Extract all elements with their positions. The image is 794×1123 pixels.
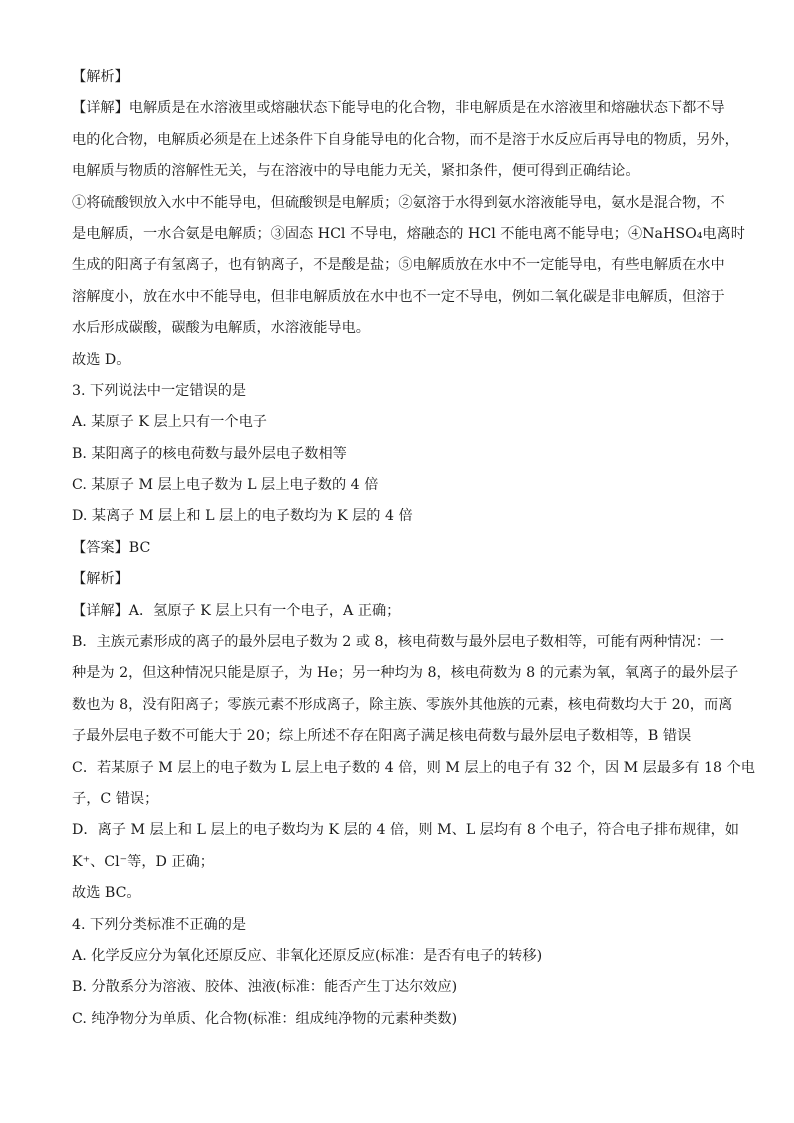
detail-line: 子最外层电子数不可能大于 20；综上所述不存在阳离子满足核电荷数与最外层电子数相等，B 错误 (72, 728, 692, 745)
detail-line: 数也为 8，没有阳离子；零族元素不形成离子，除主族、零族外其他族的元素，核电荷数均大于 20，而离 (72, 696, 733, 713)
detail-line: 电的化合物，电解质必须是在上述条件下自身能导电的化合物，而不是溶于水反应后再导电的物质，另外， (72, 131, 739, 148)
question-4-option-a: A. 化学反应分为氧化还原反应、非氧化还原反应(标准：是否有电子的转移) (72, 947, 543, 964)
question-3-option-b: B. 某阳离子的核电荷数与最外层电子数相等 (72, 445, 347, 462)
detail-line: D．离子 M 层上和 L 层上的电子数均为 K 层的 4 倍，则 M、L 层均有 8 个电子，符合电子排布规律，如 (72, 822, 739, 839)
analysis-tag: 【解析】 (72, 571, 129, 588)
answer-tag: 【答案】BC (72, 539, 151, 556)
detail-line: 【详解】电解质是在水溶液里或熔融状态下能导电的化合物，非电解质是在水溶液里和熔融状态下都不导 (72, 100, 725, 117)
detail-line: 是电解质，一水合氨是电解质；③固态 HCl 不导电，熔融态的 HCl 不能电离不能导电；④NaHSO₄电离时 (72, 225, 745, 242)
conclusion-line: 故选 D。 (72, 351, 131, 368)
detail-line: 【详解】A．氢原子 K 层上只有一个电子，A 正确； (72, 602, 401, 619)
question-3-option-a: A. 某原子 K 层上只有一个电子 (72, 414, 267, 431)
question-3-option-c: C. 某原子 M 层上电子数为 L 层上电子数的 4 倍 (72, 477, 379, 494)
detail-line: 电解质与物质的溶解性无关，与在溶液中的导电能力无关，紧扣条件，便可得到正确结论。 (72, 163, 640, 180)
question-3-option-d: D. 某离子 M 层上和 L 层上的电子数均为 K 层的 4 倍 (72, 508, 413, 525)
question-4-option-c: C. 纯净物分为单质、化合物(标准：组成纯净物的元素种类数) (72, 1010, 458, 1027)
analysis-tag: 【解析】 (72, 69, 129, 85)
detail-line: C．若某原子 M 层上的电子数为 L 层上电子数的 4 倍，则 M 层上的电子有 32 个，因 M 层最多有 18 个电 (72, 759, 755, 776)
detail-line: 溶解度小，放在水中不能导电，但非电解质放在水中也不一定不导电，例如二氧化碳是非电解质，但溶于 (72, 288, 725, 305)
detail-line: 生成的阳离子有氢离子，也有钠离子，不是酸是盐；⑤电解质放在水中不一定能导电，有些电解质在水中 (72, 257, 725, 274)
question-4-option-b: B. 分散系分为溶液、胶体、浊液(标准：能否产生丁达尔效应) (72, 979, 458, 996)
question-4-stem: 4. 下列分类标准不正确的是 (72, 916, 247, 933)
detail-line: 种是为 2，但这种情况只能是原子，为 He；另一种均为 8，核电荷数为 8 的元素为氧，氧离子的最外层子 (72, 665, 739, 682)
conclusion-line: 故选 BC。 (72, 885, 141, 902)
detail-line: B．主族元素形成的离子的最外层电子数为 2 或 8，核电荷数与最外层电子数相等，可能有两种情况：一 (72, 634, 725, 651)
detail-line: K⁺、Cl⁻等，D 正确； (72, 853, 214, 870)
question-3-stem: 3. 下列说法中一定错误的是 (72, 382, 247, 399)
detail-line: ①将硫酸钡放入水中不能导电，但硫酸钡是电解质；②氨溶于水得到氨水溶液能导电，氨水是混合物，不 (72, 194, 725, 211)
detail-line: 子，C 错误； (72, 790, 159, 807)
detail-line: 水后形成碳酸，碳酸为电解质，水溶液能导电。 (72, 320, 370, 337)
